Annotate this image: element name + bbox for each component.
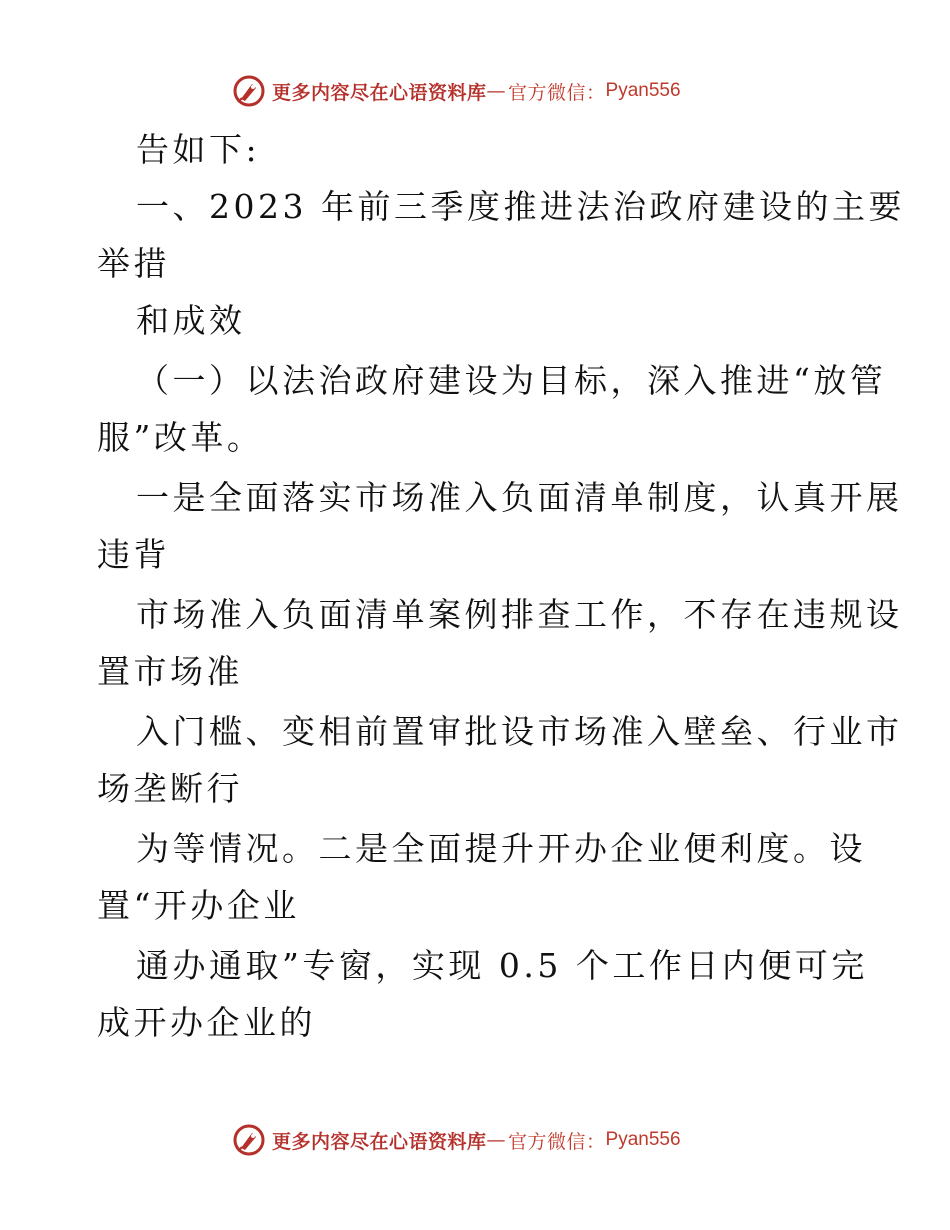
text-line: （一）以法治政府建设为目标，深入推进“放管	[136, 361, 887, 400]
text-line: 举措	[97, 244, 170, 283]
banner-wechat-label: 官方微信：	[508, 1130, 606, 1153]
banner-wechat-label: 官方微信：	[508, 81, 606, 104]
banner-title: 更多内容尽在心语资料库	[272, 81, 487, 104]
text-line: 成开办企业的	[97, 1003, 316, 1042]
text-line: 一是全面落实市场准入负面清单制度，认真开展	[136, 478, 903, 517]
text-line: 置市场准	[97, 652, 243, 691]
banner-dash: —	[486, 80, 507, 102]
banner-wechat-id: Pyan556	[605, 1129, 681, 1150]
text-line: 场垄断行	[97, 769, 243, 808]
text-line: 入门槛、变相前置审批设市场准入壁垒、行业市	[136, 712, 903, 751]
pen-nib-logo-icon	[232, 74, 266, 108]
text-line: 市场准入负面清单案例排查工作，不存在违规设	[136, 595, 903, 634]
header-watermark-banner	[232, 73, 752, 109]
banner-dash: —	[486, 1129, 507, 1151]
pen-nib-logo-icon	[232, 1123, 266, 1157]
banner-wechat-id: Pyan556	[605, 80, 681, 101]
text-line: 一、2023 年前三季度推进法治政府建设的主要	[136, 187, 905, 226]
text-line: 和成效	[136, 301, 246, 340]
text-line: 为等情况。二是全面提升开办企业便利度。设	[136, 829, 866, 868]
text-line: 服”改革。	[97, 418, 264, 457]
footer-watermark-banner	[232, 1122, 752, 1158]
text-line: 通办通取”专窗，实现 0.5 个工作日内便可完	[136, 946, 868, 985]
text-line: 违背	[97, 535, 170, 574]
text-line: 置“开办企业	[97, 886, 300, 925]
text-line: 告如下:	[136, 130, 261, 169]
banner-title: 更多内容尽在心语资料库	[272, 1130, 487, 1153]
